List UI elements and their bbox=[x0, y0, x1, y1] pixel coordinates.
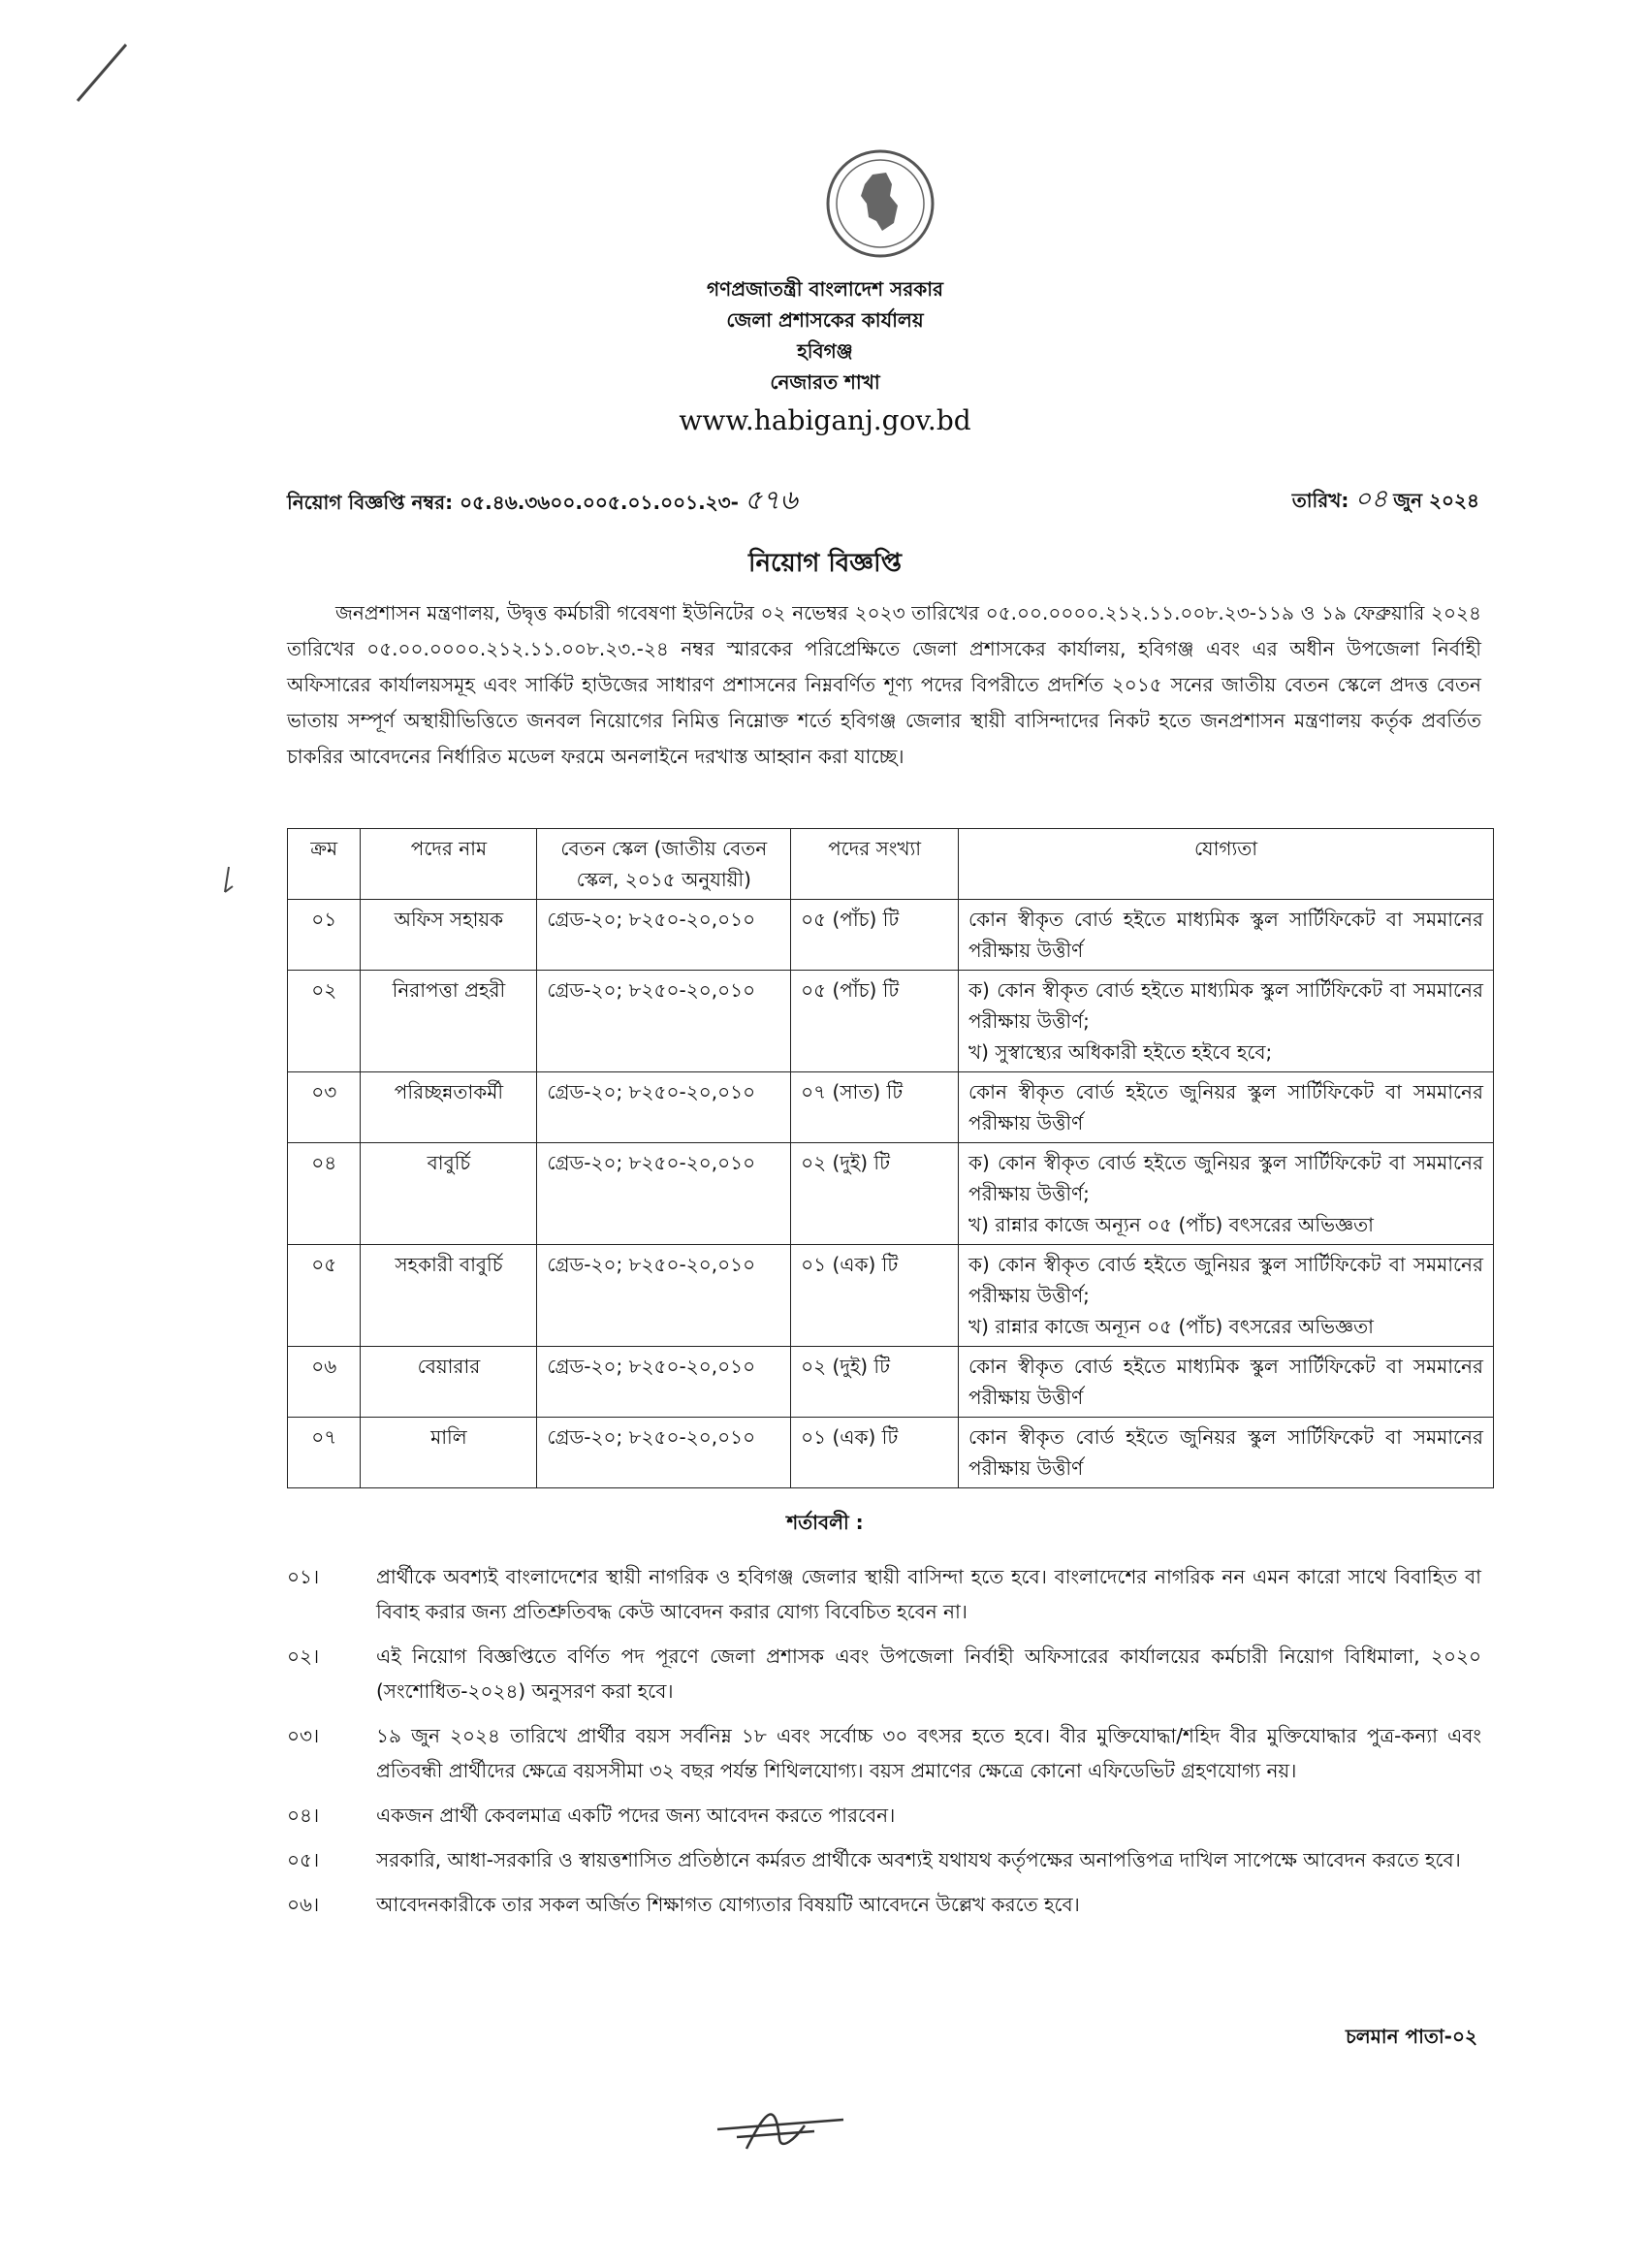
qualification-line: খ) রান্নার কাজে অন্যূন ০৫ (পাঁচ) বৎসরের অভিজ্ঞতা bbox=[968, 1213, 1374, 1236]
cell-qualification bbox=[959, 1418, 1494, 1488]
handwritten-signature bbox=[708, 2091, 853, 2158]
cell-qualification bbox=[959, 1143, 1494, 1245]
cell-post-count: ০২ (দুই) টি bbox=[791, 1143, 959, 1245]
office-name: জেলা প্রশাসকের কার্যালয় bbox=[726, 308, 924, 332]
cell-serial: ০৬ bbox=[288, 1347, 361, 1418]
qualification-line: কোন স্বীকৃত বোর্ড হইতে মাধ্যমিক স্কুল সার্টিফিকেট বা সমমানের পরীক্ষায় উত্তীর্ণ bbox=[968, 1355, 1483, 1409]
condition-item bbox=[287, 1559, 1481, 1629]
table-row bbox=[288, 1245, 1494, 1347]
condition-number: ০৫। bbox=[287, 1848, 320, 1871]
pen-stroke-mark bbox=[58, 35, 136, 112]
cell-serial: ০৪ bbox=[288, 1143, 361, 1245]
cell-post-name: পরিচ্ছন্নতাকর্মী bbox=[361, 1072, 537, 1143]
website-address: www.habiganj.gov.bd bbox=[679, 404, 971, 436]
cell-pay-scale: গ্রেড-২০; ৮২৫০-২০,০১০ bbox=[537, 971, 791, 1072]
header-pay-scale: বেতন স্কেল (জাতীয় বেতন স্কেল, ২০১৫ অনুযায়ী) bbox=[537, 829, 791, 900]
condition-item bbox=[287, 1718, 1481, 1788]
cell-qualification bbox=[959, 971, 1494, 1072]
date-day-handwritten: ০৪ bbox=[1354, 485, 1388, 514]
condition-text: প্রার্থীকে অবশ্যই বাংলাদেশের স্থায়ী নাগরিক ও হবিগঞ্জ জেলার স্থায়ী বাসিন্দা হতে হবে। বাংলাদেশের নাগরিক নন এমন কারো সাথে বিবাহিত বা বিবাহ করার জন্য প্রতিশ্রুতিবদ্ধ কেউ আবেদন করার যোগ্য বিবেচিত হবেন না। bbox=[376, 1565, 1481, 1623]
qualification-line: ক) কোন স্বীকৃত বোর্ড হইতে মাধ্যমিক স্কুল সার্টিফিকেট বা সমমানের পরীক্ষায় উত্তীর্ণ; bbox=[968, 978, 1483, 1033]
cell-post-name: সহকারী বাবুর্চি bbox=[361, 1245, 537, 1347]
issue-date bbox=[1292, 479, 1479, 522]
cell-post-count: ০৫ (পাঁচ) টি bbox=[791, 971, 959, 1072]
cell-pay-scale: গ্রেড-২০; ৮২৫০-২০,০১০ bbox=[537, 900, 791, 971]
cell-qualification bbox=[959, 1245, 1494, 1347]
table-body bbox=[288, 900, 1494, 1488]
cell-qualification bbox=[959, 1347, 1494, 1418]
cell-post-count: ০১ (এক) টি bbox=[791, 1418, 959, 1488]
cell-post-count: ০১ (এক) টি bbox=[791, 1245, 959, 1347]
condition-number: ০৩। bbox=[287, 1724, 320, 1747]
header-serial: ক্রম bbox=[288, 829, 361, 900]
date-month-year: জুন ২০২৪ bbox=[1393, 489, 1479, 512]
table-header-row bbox=[288, 829, 1494, 900]
header-post-count: পদের সংখ্যা bbox=[791, 829, 959, 900]
cell-serial: ০২ bbox=[288, 971, 361, 1072]
conditions-list bbox=[287, 1559, 1481, 1932]
qualification-line: খ) সুস্বাস্থ্যের অধিকারী হইতে হইবে হবে; bbox=[968, 1040, 1273, 1064]
table-row bbox=[288, 1072, 1494, 1143]
cell-post-name: বাবুর্চি bbox=[361, 1143, 537, 1245]
memo-number-handwritten: ৫৭৬ bbox=[744, 484, 798, 516]
condition-item bbox=[287, 1798, 1481, 1833]
cell-pay-scale: গ্রেড-২০; ৮২৫০-২০,০১০ bbox=[537, 1143, 791, 1245]
cell-qualification bbox=[959, 1072, 1494, 1143]
margin-tick-mark bbox=[215, 863, 244, 902]
cell-post-count: ০২ (দুই) টি bbox=[791, 1347, 959, 1418]
header-post-name: পদের নাম bbox=[361, 829, 537, 900]
government-name: গণপ্রজাতন্ত্রী বাংলাদেশ সরকার bbox=[707, 277, 943, 301]
cell-serial: ০৫ bbox=[288, 1245, 361, 1347]
table-row bbox=[288, 971, 1494, 1072]
table-row bbox=[288, 1143, 1494, 1245]
header-qualification: যোগ্যতা bbox=[959, 829, 1494, 900]
date-label: তারিখ: bbox=[1291, 489, 1349, 512]
cell-pay-scale: গ্রেড-২০; ৮২৫০-২০,০১০ bbox=[537, 1245, 791, 1347]
government-seal-icon bbox=[822, 145, 938, 262]
cell-post-name: মালি bbox=[361, 1418, 537, 1488]
condition-text: ১৯ জুন ২০২৪ তারিখে প্রার্থীর বয়স সর্বনিম্ন ১৮ এবং সর্বোচ্চ ৩০ বৎসর হতে হবে। বীর মুক্তিযোদ্ধা/শহিদ বীর মুক্তিযোদ্ধার পুত্র-কন্যা এবং প্রতিবন্ধী প্রার্থীদের ক্ষেত্রে বয়সসীমা ৩২ বছর পর্যন্ত শিথিলযোগ্য। বয়স প্রমাণের ক্ষেত্রে কোনো এফিডেভিট গ্রহণযোগ্য নয়। bbox=[376, 1724, 1481, 1782]
qualification-line: ক) কোন স্বীকৃত বোর্ড হইতে জুনিয়র স্কুল সার্টিফিকেট বা সমমানের পরীক্ষায় উত্তীর্ণ; bbox=[968, 1151, 1483, 1205]
qualification-line: খ) রান্নার কাজে অন্যূন ০৫ (পাঁচ) বৎসরের অভিজ্ঞতা bbox=[968, 1315, 1374, 1338]
cell-post-name: অফিস সহায়ক bbox=[361, 900, 537, 971]
condition-text: একজন প্রার্থী কেবলমাত্র একটি পদের জন্য আবেদন করতে পারবেন। bbox=[376, 1804, 896, 1827]
cell-post-count: ০৫ (পাঁচ) টি bbox=[791, 900, 959, 971]
cell-pay-scale: গ্রেড-২০; ৮২৫০-২০,০১০ bbox=[537, 1347, 791, 1418]
cell-serial: ০১ bbox=[288, 900, 361, 971]
table-row bbox=[288, 1418, 1494, 1488]
condition-item bbox=[287, 1842, 1481, 1877]
district-name: হবিগঞ্জ bbox=[797, 339, 853, 363]
table-row bbox=[288, 1347, 1494, 1418]
qualification-line: কোন স্বীকৃত বোর্ড হইতে মাধ্যমিক স্কুল সার্টিফিকেট বা সমমানের পরীক্ষায় উত্তীর্ণ bbox=[968, 908, 1483, 962]
office-header bbox=[0, 273, 1650, 440]
cell-serial: ০৩ bbox=[288, 1072, 361, 1143]
qualification-line: কোন স্বীকৃত বোর্ড হইতে জুনিয়র স্কুল সার্টিফিকেট বা সমমানের পরীক্ষায় উত্তীর্ণ bbox=[968, 1425, 1483, 1480]
cell-pay-scale: গ্রেড-২০; ৮২৫০-২০,০১০ bbox=[537, 1072, 791, 1143]
condition-text: সরকারি, আধা-সরকারি ও স্বায়ত্তশাসিত প্রতিষ্ঠানে কর্মরত প্রার্থীকে অবশ্যই যথাযথ কর্তৃপক্ষের অনাপত্তিপত্র দাখিল সাপেক্ষে আবেদন করতে হবে। bbox=[376, 1848, 1461, 1871]
intro-paragraph: জনপ্রশাসন মন্ত্রণালয়, উদ্বৃত্ত কর্মচারী গবেষণা ইউনিটের ০২ নভেম্বর ২০২৩ তারিখের ০৫.০০.০০০০.২১২.১১.০০৮.২৩-১১৯ ও ১৯ ফেব্রুয়ারি ২০২৪ তারিখের ০৫.০০.০০০০.২১২.১১.০০৮.২৩.-২৪ নম্বর স্মারকের পরিপ্রেক্ষিতে জেলা প্রশাসকের কার্যালয়, হবিগঞ্জ এবং এর অধীন উপজেলা নির্বাহী অফিসারের কার্যালয়সমূহ এবং সার্কিট হাউজের সাধারণ প্রশাসনের নিম্নবর্ণিত শূণ্য পদের বিপরীতে প্রদর্শিত ২০১৫ সনের জাতীয় বেতন স্কেলে প্রদত্ত বেতন ভাতায় সম্পূর্ণ অস্থায়ীভিত্তিতে জনবল নিয়োগের নিমিত্ত নিম্নোক্ত শর্তে হবিগঞ্জ জেলার স্থায়ী বাসিন্দাদের নিকট হতে জনপ্রশাসন মন্ত্রণালয় কর্তৃক প্রবর্তিত চাকরির আবেদনের নির্ধারিত মডেল ফরমে অনলাইনে দরখাস্ত আহ্বান করা যাচ্ছে। bbox=[287, 601, 1481, 768]
condition-text: আবেদনকারীকে তার সকল অর্জিত শিক্ষাগত যোগ্যতার বিষয়টি আবেদনে উল্লেখ করতে হবে। bbox=[376, 1893, 1080, 1916]
condition-number: ০৬। bbox=[287, 1893, 320, 1916]
table-row bbox=[288, 900, 1494, 971]
continued-page-note: চলমান পাতা-০২ bbox=[1346, 2025, 1477, 2048]
condition-item bbox=[287, 1639, 1481, 1709]
condition-number: ০১। bbox=[287, 1565, 320, 1588]
condition-number: ০৪। bbox=[287, 1804, 320, 1827]
notice-title: নিয়োগ বিজ্ঞপ্তি bbox=[748, 549, 902, 578]
conditions-heading: শর্তাবলী : bbox=[786, 1511, 864, 1534]
section-name: নেজারত শাখা bbox=[770, 370, 880, 394]
condition-number: ০২। bbox=[287, 1645, 320, 1668]
reference-row bbox=[287, 479, 1479, 518]
cell-post-name: নিরাপত্তা প্রহরী bbox=[361, 971, 537, 1072]
vacancy-table bbox=[287, 828, 1494, 1488]
cell-post-count: ০৭ (সাত) টি bbox=[791, 1072, 959, 1143]
memo-number bbox=[287, 479, 798, 525]
cell-post-name: বেয়ারার bbox=[361, 1347, 537, 1418]
condition-item bbox=[287, 1887, 1481, 1922]
cell-pay-scale: গ্রেড-২০; ৮২৫০-২০,০১০ bbox=[537, 1418, 791, 1488]
qualification-line: কোন স্বীকৃত বোর্ড হইতে জুনিয়র স্কুল সার্টিফিকেট বা সমমানের পরীক্ষায় উত্তীর্ণ bbox=[968, 1080, 1483, 1134]
memo-number-label: নিয়োগ বিজ্ঞপ্তি নম্বর: ০৫.৪৬.৩৬০০.০০৫.০১.০০১.২৩- bbox=[287, 491, 739, 514]
cell-qualification bbox=[959, 900, 1494, 971]
condition-text: এই নিয়োগ বিজ্ঞপ্তিতে বর্ণিত পদ পূরণে জেলা প্রশাসক এবং উপজেলা নির্বাহী অফিসারের কার্যালয়ের কর্মচারী নিয়োগ বিধিমালা, ২০২০ (সংশোধিত-২০২৪) অনুসরণ করা হবে। bbox=[376, 1645, 1481, 1703]
qualification-line: ক) কোন স্বীকৃত বোর্ড হইতে জুনিয়র স্কুল সার্টিফিকেট বা সমমানের পরীক্ষায় উত্তীর্ণ; bbox=[968, 1253, 1483, 1307]
cell-serial: ০৭ bbox=[288, 1418, 361, 1488]
